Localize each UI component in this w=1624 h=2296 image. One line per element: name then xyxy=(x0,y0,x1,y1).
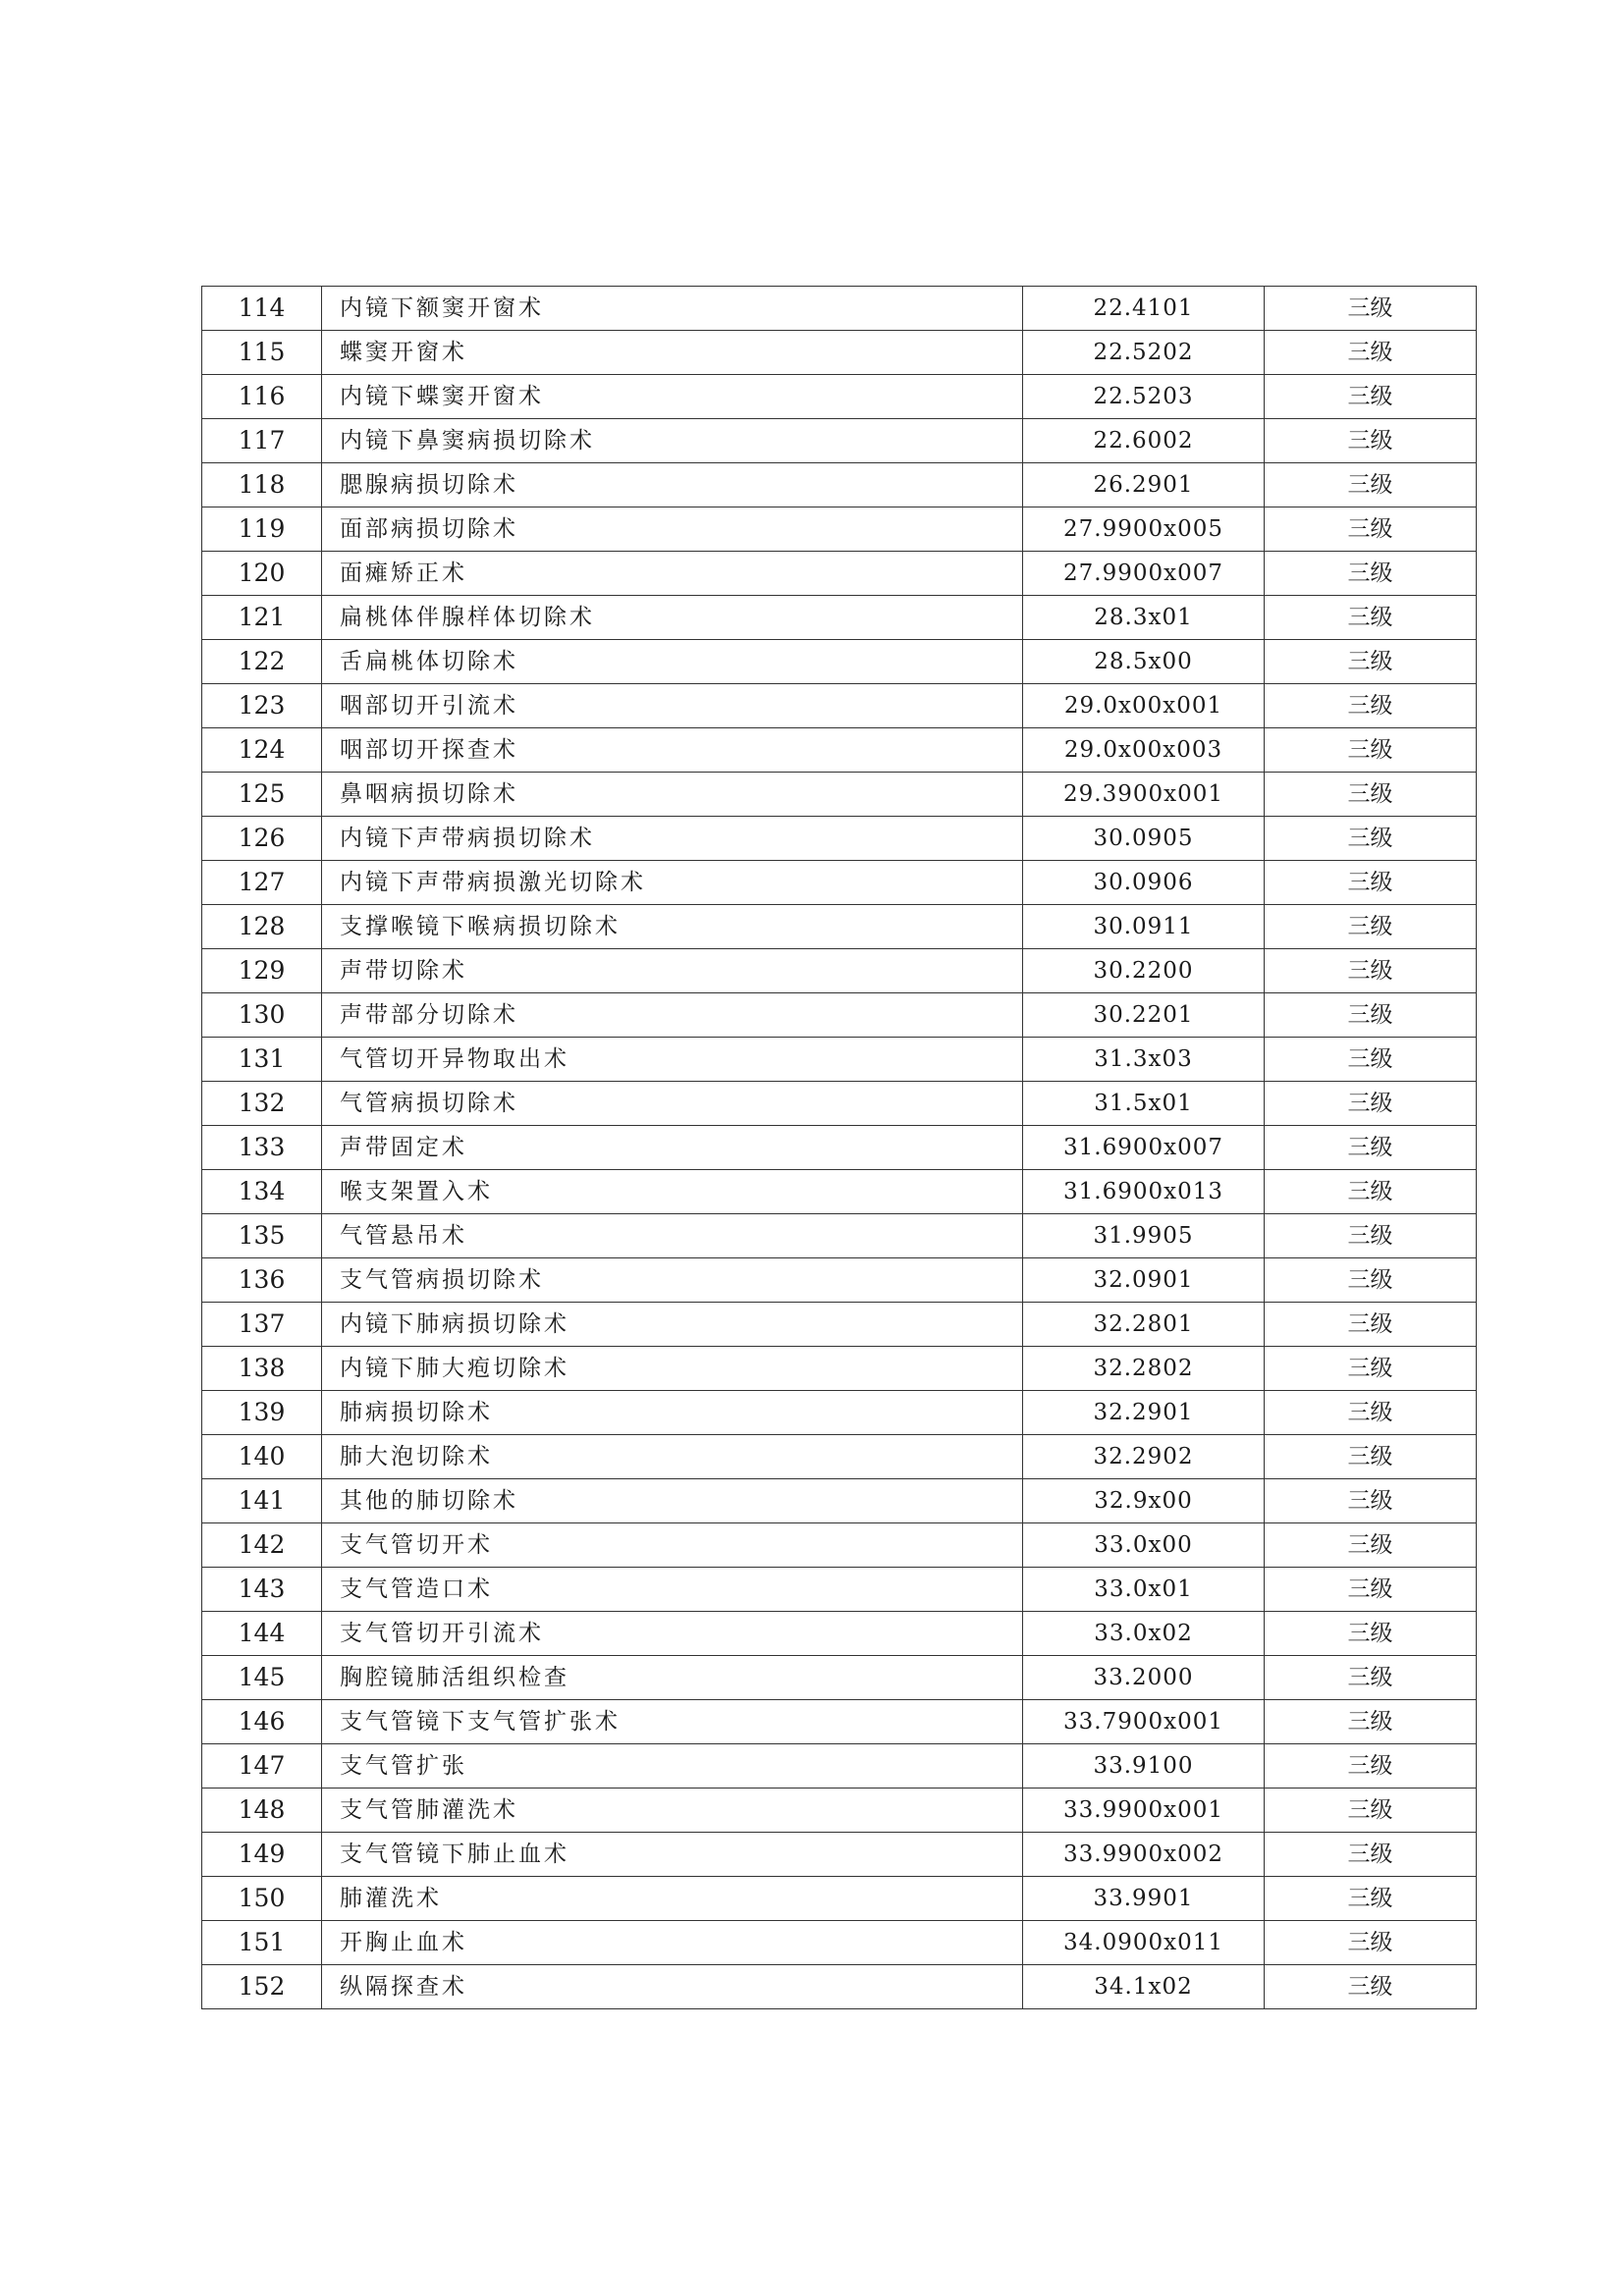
procedure-name: 支气管切开引流术 xyxy=(322,1612,1023,1656)
procedure-name: 声带部分切除术 xyxy=(322,993,1023,1038)
procedure-name: 内镜下肺病损切除术 xyxy=(322,1303,1023,1347)
procedure-level: 三级 xyxy=(1265,1126,1477,1170)
table-row xyxy=(202,1126,1477,1170)
procedure-name: 支气管肺灌洗术 xyxy=(322,1789,1023,1833)
procedure-level: 三级 xyxy=(1265,640,1477,684)
row-number: 122 xyxy=(202,640,322,684)
procedure-code: 30.0906 xyxy=(1023,861,1265,905)
table-row xyxy=(202,1479,1477,1523)
row-number: 127 xyxy=(202,861,322,905)
procedure-code: 33.9100 xyxy=(1023,1744,1265,1789)
procedure-level: 三级 xyxy=(1265,1082,1477,1126)
table-row xyxy=(202,640,1477,684)
procedure-code: 22.5202 xyxy=(1023,331,1265,375)
procedure-level: 三级 xyxy=(1265,375,1477,419)
procedure-name: 面部病损切除术 xyxy=(322,507,1023,552)
row-number: 118 xyxy=(202,463,322,507)
row-number: 141 xyxy=(202,1479,322,1523)
table-row xyxy=(202,1082,1477,1126)
procedure-level: 三级 xyxy=(1265,1656,1477,1700)
table-row xyxy=(202,1258,1477,1303)
row-number: 142 xyxy=(202,1523,322,1568)
row-number: 114 xyxy=(202,287,322,331)
procedure-name: 胸腔镜肺活组织检查 xyxy=(322,1656,1023,1700)
table-row xyxy=(202,1877,1477,1921)
procedure-code: 27.9900x005 xyxy=(1023,507,1265,552)
row-number: 126 xyxy=(202,817,322,861)
procedure-level: 三级 xyxy=(1265,552,1477,596)
procedure-name: 肺病损切除术 xyxy=(322,1391,1023,1435)
table-row xyxy=(202,1965,1477,2009)
procedure-level: 三级 xyxy=(1265,1523,1477,1568)
procedure-level: 三级 xyxy=(1265,1479,1477,1523)
procedure-level: 三级 xyxy=(1265,1744,1477,1789)
table-row xyxy=(202,728,1477,773)
procedure-level: 三级 xyxy=(1265,1435,1477,1479)
procedure-level: 三级 xyxy=(1265,684,1477,728)
row-number: 117 xyxy=(202,419,322,463)
procedure-table-body xyxy=(202,287,1477,2009)
procedure-code: 31.6900x013 xyxy=(1023,1170,1265,1214)
procedure-code: 29.0x00x003 xyxy=(1023,728,1265,773)
procedure-code: 33.9901 xyxy=(1023,1877,1265,1921)
table-row xyxy=(202,1789,1477,1833)
procedure-name: 内镜下肺大疱切除术 xyxy=(322,1347,1023,1391)
procedure-code: 33.9900x002 xyxy=(1023,1833,1265,1877)
procedure-code: 30.2200 xyxy=(1023,949,1265,993)
table-row xyxy=(202,507,1477,552)
row-number: 131 xyxy=(202,1038,322,1082)
row-number: 134 xyxy=(202,1170,322,1214)
table-row xyxy=(202,331,1477,375)
row-number: 152 xyxy=(202,1965,322,2009)
procedure-name: 内镜下蝶窦开窗术 xyxy=(322,375,1023,419)
row-number: 146 xyxy=(202,1700,322,1744)
row-number: 139 xyxy=(202,1391,322,1435)
table-row xyxy=(202,375,1477,419)
procedure-level: 三级 xyxy=(1265,1303,1477,1347)
procedure-code: 33.0x00 xyxy=(1023,1523,1265,1568)
procedure-code: 22.4101 xyxy=(1023,287,1265,331)
table-row xyxy=(202,1303,1477,1347)
procedure-code: 31.3x03 xyxy=(1023,1038,1265,1082)
row-number: 137 xyxy=(202,1303,322,1347)
row-number: 115 xyxy=(202,331,322,375)
procedure-name: 其他的肺切除术 xyxy=(322,1479,1023,1523)
procedure-code: 33.0x02 xyxy=(1023,1612,1265,1656)
procedure-name: 气管悬吊术 xyxy=(322,1214,1023,1258)
row-number: 147 xyxy=(202,1744,322,1789)
row-number: 130 xyxy=(202,993,322,1038)
procedure-code: 31.9905 xyxy=(1023,1214,1265,1258)
procedure-level: 三级 xyxy=(1265,817,1477,861)
procedure-code: 33.2000 xyxy=(1023,1656,1265,1700)
row-number: 143 xyxy=(202,1568,322,1612)
procedure-level: 三级 xyxy=(1265,1170,1477,1214)
procedure-level: 三级 xyxy=(1265,1789,1477,1833)
procedure-code: 32.0901 xyxy=(1023,1258,1265,1303)
procedure-level: 三级 xyxy=(1265,1568,1477,1612)
procedure-level: 三级 xyxy=(1265,949,1477,993)
table-row xyxy=(202,287,1477,331)
row-number: 140 xyxy=(202,1435,322,1479)
procedure-table xyxy=(201,286,1477,2009)
procedure-code: 26.2901 xyxy=(1023,463,1265,507)
row-number: 144 xyxy=(202,1612,322,1656)
procedure-level: 三级 xyxy=(1265,463,1477,507)
procedure-code: 30.0905 xyxy=(1023,817,1265,861)
procedure-level: 三级 xyxy=(1265,419,1477,463)
table-row xyxy=(202,684,1477,728)
procedure-level: 三级 xyxy=(1265,773,1477,817)
table-row xyxy=(202,1435,1477,1479)
table-row xyxy=(202,463,1477,507)
row-number: 132 xyxy=(202,1082,322,1126)
procedure-level: 三级 xyxy=(1265,507,1477,552)
table-row xyxy=(202,773,1477,817)
procedure-name: 气管切开异物取出术 xyxy=(322,1038,1023,1082)
procedure-name: 咽部切开引流术 xyxy=(322,684,1023,728)
procedure-code: 32.2901 xyxy=(1023,1391,1265,1435)
table-row xyxy=(202,1214,1477,1258)
procedure-name: 支气管病损切除术 xyxy=(322,1258,1023,1303)
row-number: 125 xyxy=(202,773,322,817)
procedure-code: 29.0x00x001 xyxy=(1023,684,1265,728)
table-row xyxy=(202,1656,1477,1700)
procedure-code: 34.0900x011 xyxy=(1023,1921,1265,1965)
procedure-level: 三级 xyxy=(1265,1391,1477,1435)
row-number: 138 xyxy=(202,1347,322,1391)
table-row xyxy=(202,993,1477,1038)
procedure-level: 三级 xyxy=(1265,331,1477,375)
table-row xyxy=(202,905,1477,949)
table-row xyxy=(202,1700,1477,1744)
procedure-code: 28.3x01 xyxy=(1023,596,1265,640)
table-row xyxy=(202,1347,1477,1391)
procedure-code: 34.1x02 xyxy=(1023,1965,1265,2009)
procedure-name: 喉支架置入术 xyxy=(322,1170,1023,1214)
table-row xyxy=(202,1391,1477,1435)
procedure-name: 腮腺病损切除术 xyxy=(322,463,1023,507)
procedure-level: 三级 xyxy=(1265,1700,1477,1744)
procedure-code: 22.5203 xyxy=(1023,375,1265,419)
procedure-code: 32.2802 xyxy=(1023,1347,1265,1391)
table-row xyxy=(202,1568,1477,1612)
procedure-code: 22.6002 xyxy=(1023,419,1265,463)
procedure-level: 三级 xyxy=(1265,1833,1477,1877)
procedure-level: 三级 xyxy=(1265,1965,1477,2009)
procedure-name: 鼻咽病损切除术 xyxy=(322,773,1023,817)
row-number: 148 xyxy=(202,1789,322,1833)
table-row xyxy=(202,949,1477,993)
procedure-level: 三级 xyxy=(1265,905,1477,949)
procedure-code: 32.2902 xyxy=(1023,1435,1265,1479)
procedure-level: 三级 xyxy=(1265,1877,1477,1921)
row-number: 129 xyxy=(202,949,322,993)
procedure-level: 三级 xyxy=(1265,861,1477,905)
row-number: 124 xyxy=(202,728,322,773)
table-row xyxy=(202,1833,1477,1877)
procedure-table-container xyxy=(201,286,1476,2009)
procedure-code: 33.7900x001 xyxy=(1023,1700,1265,1744)
procedure-name: 声带固定术 xyxy=(322,1126,1023,1170)
row-number: 149 xyxy=(202,1833,322,1877)
row-number: 145 xyxy=(202,1656,322,1700)
procedure-name: 支气管切开术 xyxy=(322,1523,1023,1568)
procedure-code: 29.3900x001 xyxy=(1023,773,1265,817)
procedure-name: 支气管造口术 xyxy=(322,1568,1023,1612)
row-number: 120 xyxy=(202,552,322,596)
procedure-name: 支撑喉镜下喉病损切除术 xyxy=(322,905,1023,949)
procedure-name: 肺大泡切除术 xyxy=(322,1435,1023,1479)
procedure-name: 纵隔探查术 xyxy=(322,1965,1023,2009)
procedure-name: 咽部切开探查术 xyxy=(322,728,1023,773)
table-row xyxy=(202,1744,1477,1789)
row-number: 121 xyxy=(202,596,322,640)
procedure-name: 扁桃体伴腺样体切除术 xyxy=(322,596,1023,640)
procedure-name: 舌扁桃体切除术 xyxy=(322,640,1023,684)
procedure-name: 肺灌洗术 xyxy=(322,1877,1023,1921)
procedure-code: 33.9900x001 xyxy=(1023,1789,1265,1833)
procedure-name: 面瘫矫正术 xyxy=(322,552,1023,596)
procedure-name: 内镜下额窦开窗术 xyxy=(322,287,1023,331)
procedure-code: 33.0x01 xyxy=(1023,1568,1265,1612)
procedure-name: 内镜下声带病损切除术 xyxy=(322,817,1023,861)
row-number: 133 xyxy=(202,1126,322,1170)
table-row xyxy=(202,596,1477,640)
procedure-name: 支气管镜下支气管扩张术 xyxy=(322,1700,1023,1744)
procedure-name: 气管病损切除术 xyxy=(322,1082,1023,1126)
row-number: 119 xyxy=(202,507,322,552)
procedure-level: 三级 xyxy=(1265,1214,1477,1258)
procedure-code: 32.9x00 xyxy=(1023,1479,1265,1523)
row-number: 123 xyxy=(202,684,322,728)
table-row xyxy=(202,552,1477,596)
procedure-code: 28.5x00 xyxy=(1023,640,1265,684)
procedure-code: 27.9900x007 xyxy=(1023,552,1265,596)
row-number: 135 xyxy=(202,1214,322,1258)
row-number: 128 xyxy=(202,905,322,949)
procedure-code: 30.0911 xyxy=(1023,905,1265,949)
row-number: 136 xyxy=(202,1258,322,1303)
row-number: 150 xyxy=(202,1877,322,1921)
procedure-name: 支气管扩张 xyxy=(322,1744,1023,1789)
table-row xyxy=(202,817,1477,861)
procedure-code: 32.2801 xyxy=(1023,1303,1265,1347)
procedure-level: 三级 xyxy=(1265,1258,1477,1303)
procedure-level: 三级 xyxy=(1265,1921,1477,1965)
table-row xyxy=(202,1170,1477,1214)
procedure-level: 三级 xyxy=(1265,287,1477,331)
procedure-level: 三级 xyxy=(1265,1038,1477,1082)
procedure-code: 31.5x01 xyxy=(1023,1082,1265,1126)
procedure-code: 31.6900x007 xyxy=(1023,1126,1265,1170)
table-row xyxy=(202,1038,1477,1082)
procedure-name: 蝶窦开窗术 xyxy=(322,331,1023,375)
procedure-level: 三级 xyxy=(1265,728,1477,773)
procedure-name: 声带切除术 xyxy=(322,949,1023,993)
table-row xyxy=(202,861,1477,905)
table-row xyxy=(202,1921,1477,1965)
table-row xyxy=(202,1523,1477,1568)
procedure-level: 三级 xyxy=(1265,993,1477,1038)
procedure-code: 30.2201 xyxy=(1023,993,1265,1038)
procedure-level: 三级 xyxy=(1265,596,1477,640)
row-number: 116 xyxy=(202,375,322,419)
procedure-name: 开胸止血术 xyxy=(322,1921,1023,1965)
table-row xyxy=(202,419,1477,463)
procedure-level: 三级 xyxy=(1265,1612,1477,1656)
procedure-name: 支气管镜下肺止血术 xyxy=(322,1833,1023,1877)
procedure-name: 内镜下鼻窦病损切除术 xyxy=(322,419,1023,463)
row-number: 151 xyxy=(202,1921,322,1965)
procedure-level: 三级 xyxy=(1265,1347,1477,1391)
procedure-name: 内镜下声带病损激光切除术 xyxy=(322,861,1023,905)
table-row xyxy=(202,1612,1477,1656)
